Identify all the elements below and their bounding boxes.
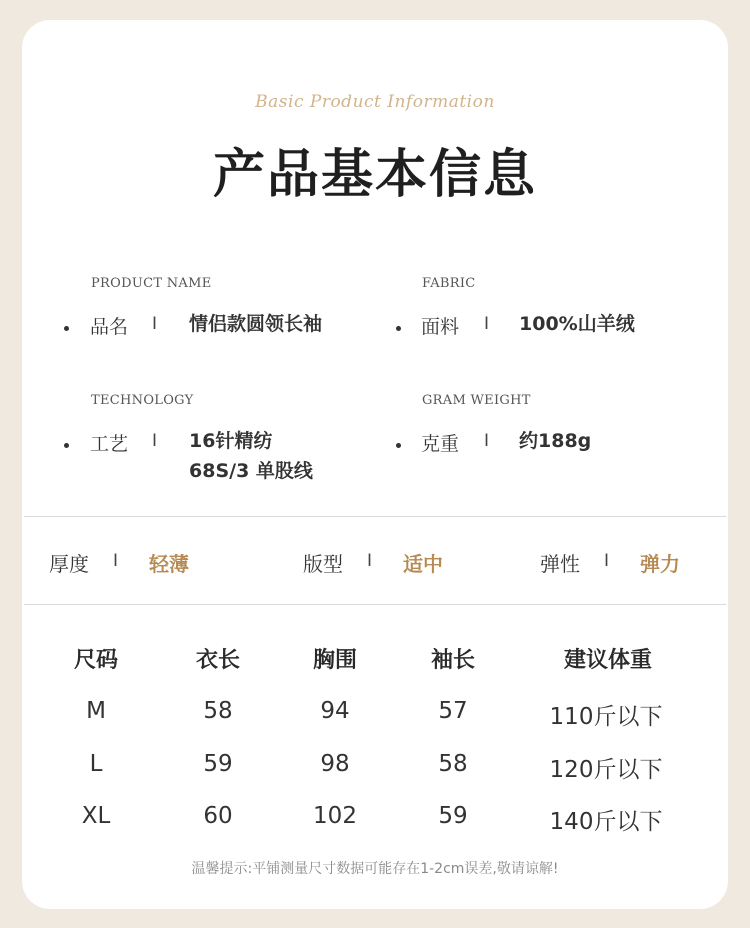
table-cell: 58 [438, 751, 468, 777]
product-name-cn-label: 品名 [90, 316, 129, 338]
bullet-icon [396, 326, 401, 331]
table-cell: 110斤以下 [549, 704, 663, 730]
page-title: 产品基本信息 [212, 145, 537, 205]
thickness-label: 厚度 [49, 552, 89, 576]
table-cell: 120斤以下 [549, 757, 663, 783]
gram-weight-cn-label: 克重 [421, 433, 460, 455]
elasticity-label: 弹性 [540, 552, 580, 576]
table-cell: 98 [320, 751, 350, 777]
separator: I [113, 551, 119, 571]
product-name-value: 情侣款圆领长袖 [189, 313, 323, 335]
bullet-icon [64, 443, 69, 448]
table-header-size: 尺码 [73, 648, 118, 673]
table-cell: 59 [203, 751, 233, 777]
fabric-en-label: FABRIC [422, 276, 476, 291]
divider-bottom [24, 604, 726, 605]
gram-weight-value: 约188g [519, 430, 592, 452]
bullet-icon [64, 326, 69, 331]
table-cell: XL [81, 803, 111, 829]
table-cell: 59 [438, 803, 468, 829]
fit-label: 版型 [303, 552, 343, 576]
table-cell: M [86, 698, 106, 724]
table-header-weight: 建议体重 [563, 648, 652, 673]
thickness-value: 轻薄 [149, 552, 189, 576]
separator: I [152, 314, 158, 334]
table-cell: 140斤以下 [549, 809, 663, 835]
separator: I [484, 431, 490, 451]
separator: I [604, 551, 610, 571]
table-cell: 102 [313, 803, 357, 829]
technology-value-line2: 68S/3 单股线 [189, 460, 313, 482]
technology-en-label: TECHNOLOGY [91, 393, 194, 408]
fit-value: 适中 [403, 552, 443, 576]
fabric-value: 100%山羊绒 [519, 313, 635, 335]
measurement-note: 温馨提示:平铺测量尺寸数据可能存在1-2cm误差,敬请谅解! [191, 861, 559, 877]
technology-cn-label: 工艺 [90, 433, 129, 455]
table-cell: L [89, 751, 103, 777]
separator: I [152, 431, 158, 451]
table-header-length: 衣长 [195, 648, 240, 673]
separator: I [367, 551, 373, 571]
table-cell: 58 [203, 698, 233, 724]
table-header-sleeve: 袖长 [430, 648, 475, 673]
fabric-cn-label: 面料 [421, 316, 460, 338]
bullet-icon [396, 443, 401, 448]
table-header-chest: 胸围 [312, 648, 357, 673]
product-name-en-label: PRODUCT NAME [91, 276, 212, 291]
table-cell: 94 [320, 698, 350, 724]
divider-top [24, 516, 726, 517]
script-subtitle: Basic Product Information [255, 92, 495, 112]
table-cell: 60 [203, 803, 233, 829]
elasticity-value: 弹力 [640, 552, 680, 576]
technology-value-line1: 16针精纺 [189, 430, 273, 452]
gram-weight-en-label: GRAM WEIGHT [422, 393, 531, 408]
separator: I [484, 314, 490, 334]
table-cell: 57 [438, 698, 468, 724]
